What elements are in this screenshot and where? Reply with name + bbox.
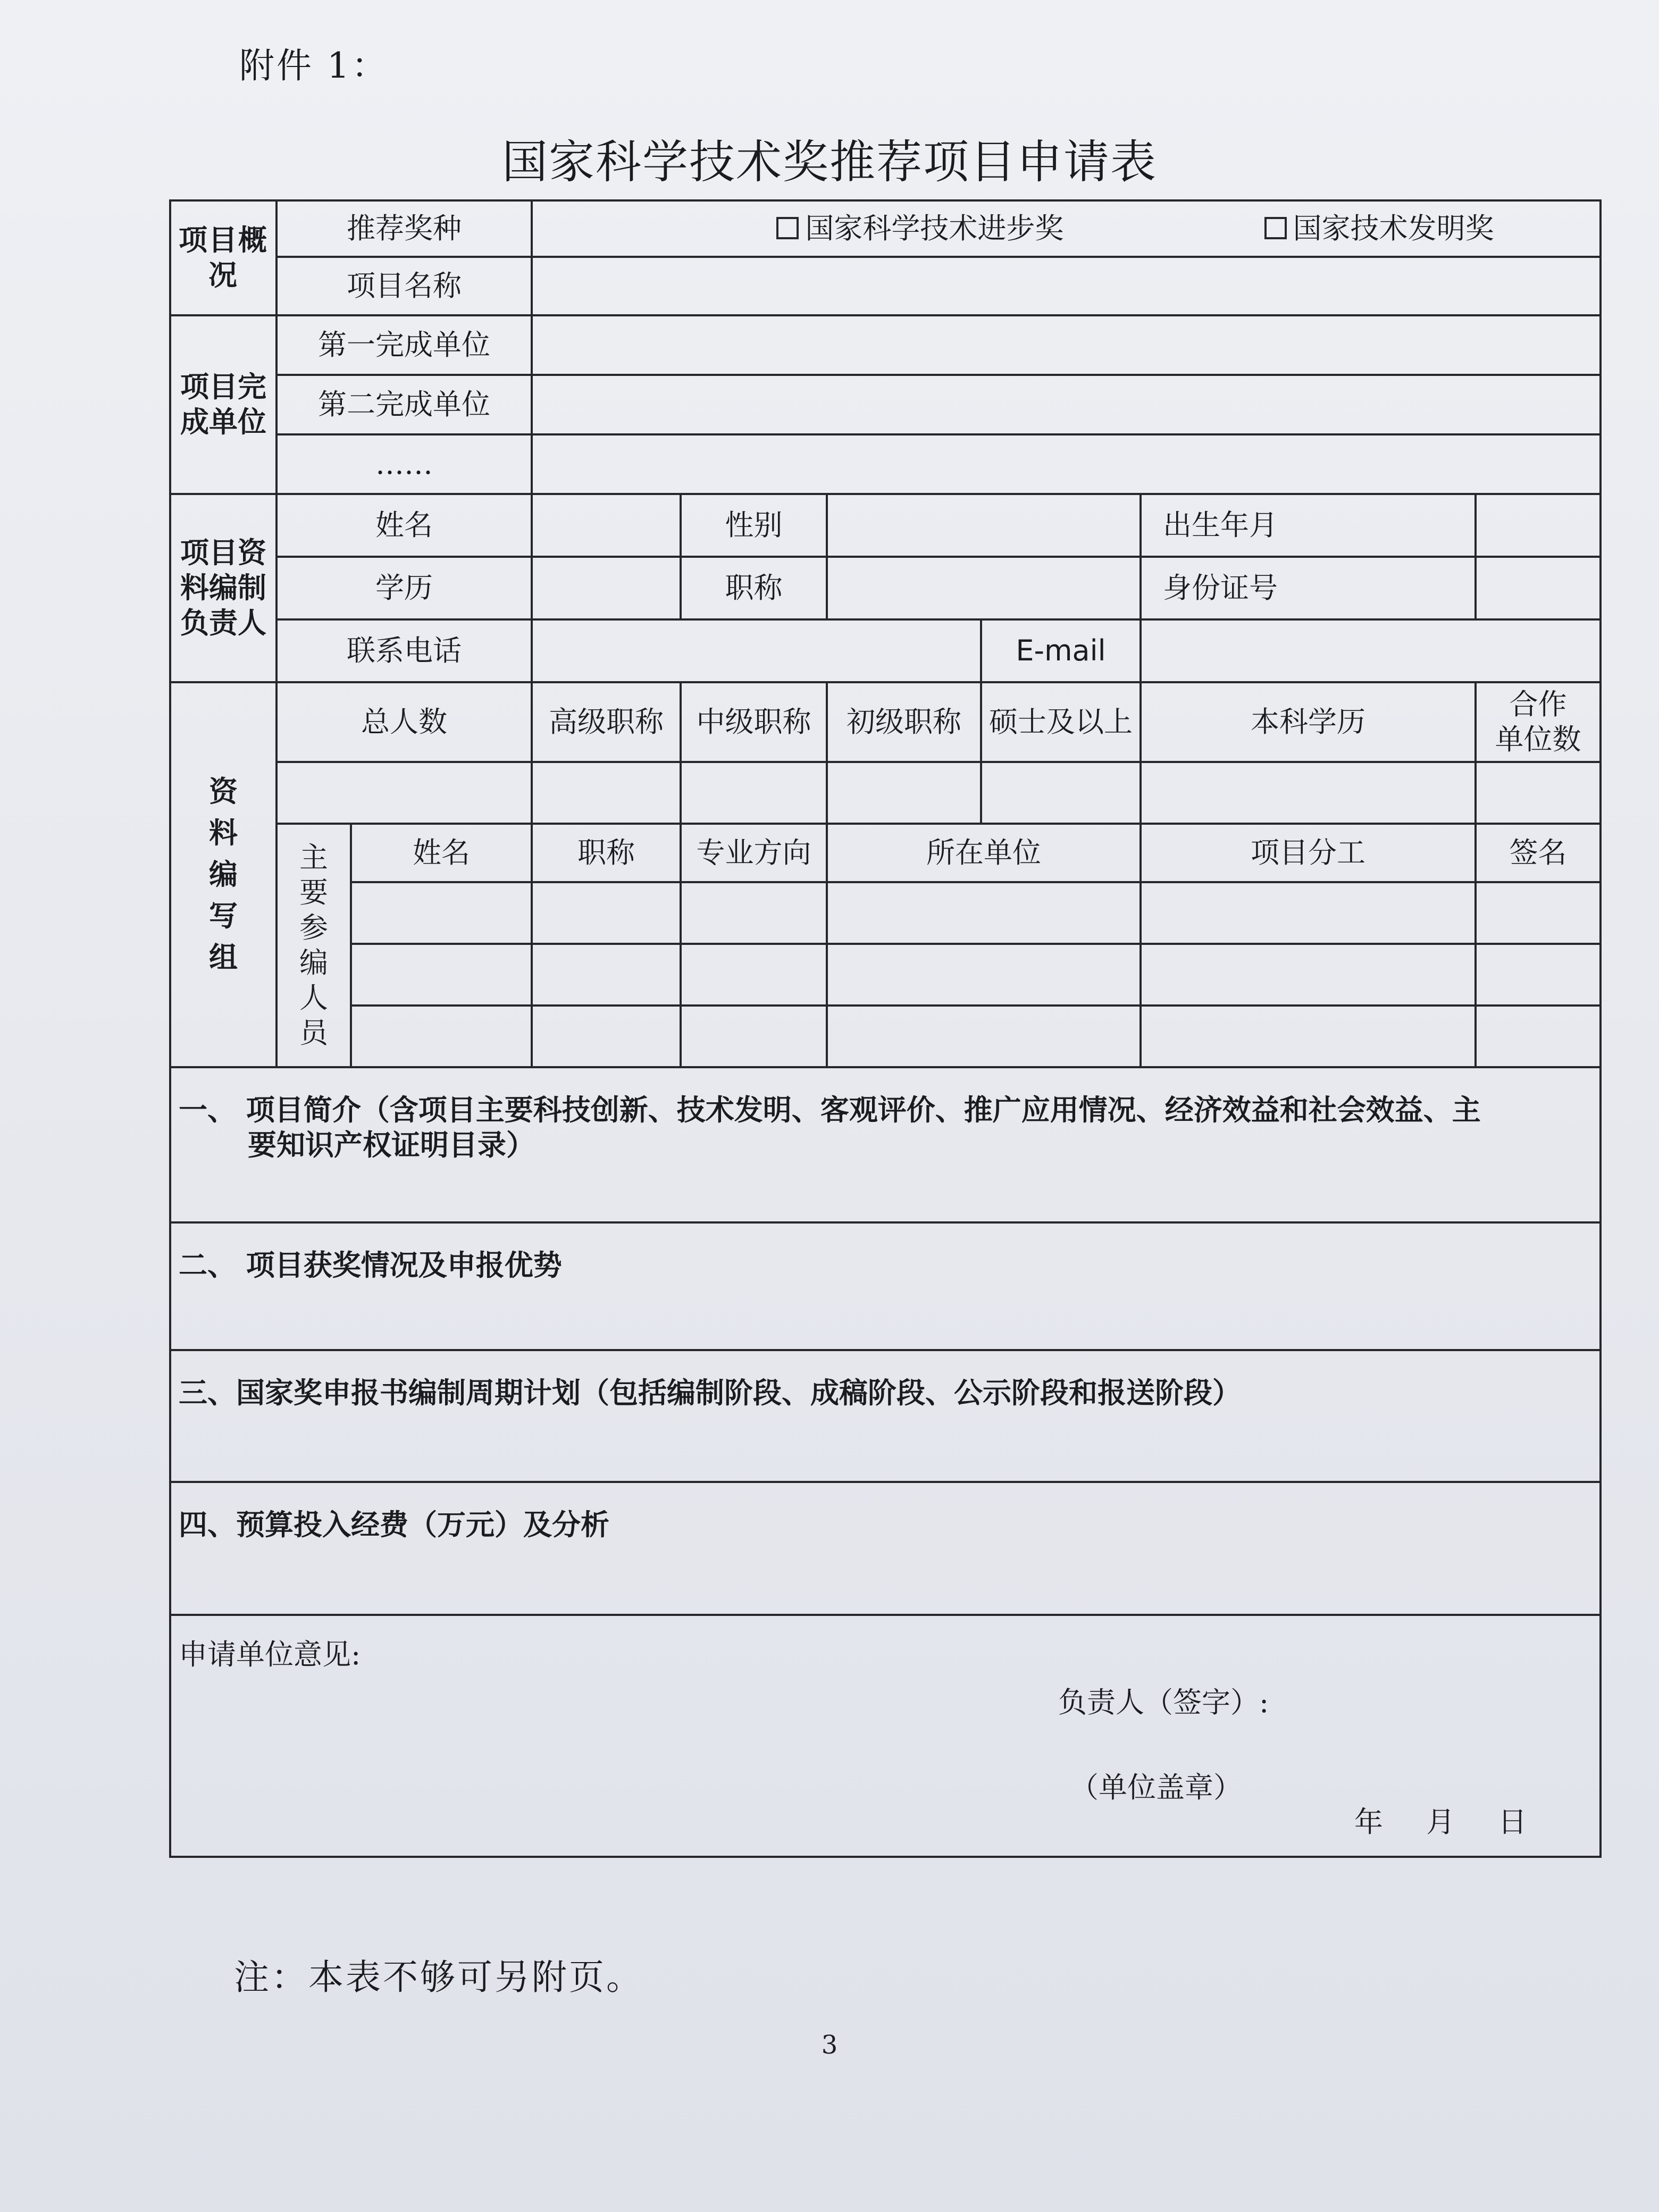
member-major-cell[interactable]	[681, 944, 827, 1006]
member-title-cell[interactable]	[532, 882, 681, 944]
member-sign-cell[interactable]	[1476, 944, 1601, 1006]
leader-birth-label: 出生年月	[1141, 494, 1476, 557]
attachment-label: 附件 1：	[239, 45, 389, 86]
member-title-cell[interactable]	[532, 944, 681, 1006]
section-schedule[interactable]: 三、国家奖申报书编制周期计划（包括编制阶段、成稿阶段、公示阶段和报送阶段）	[170, 1350, 1601, 1482]
table-row	[170, 1006, 1601, 1067]
team-junior-field[interactable]	[827, 762, 981, 824]
team-coop-label: 合作 单位数	[1476, 682, 1601, 762]
member-role-cell[interactable]	[1141, 1006, 1476, 1067]
second-unit-field[interactable]	[532, 375, 1601, 434]
group-overview-label: 项目概况	[170, 200, 276, 315]
col-name-header: 姓名	[351, 824, 532, 882]
table-row	[170, 882, 1601, 944]
member-name-cell[interactable]	[351, 944, 532, 1006]
second-unit-label: 第二完成单位	[276, 375, 532, 434]
leader-education-field[interactable]	[532, 557, 681, 619]
head-signature-label: 负责人（签字）:	[1058, 1686, 1269, 1719]
leader-name-label: 姓名	[276, 494, 532, 557]
checkbox-icon[interactable]	[1264, 217, 1287, 239]
section-project-summary[interactable]: 一、 项目简介（含项目主要科技创新、技术发明、客观评价、推广应用情况、经济效益和社会效益、主 要知识产权证明目录）	[170, 1067, 1601, 1222]
date-label: 年 月 日	[1354, 1805, 1528, 1839]
member-major-cell[interactable]	[681, 1006, 827, 1067]
team-total-label: 总人数	[276, 682, 532, 762]
member-name-cell[interactable]	[351, 882, 532, 944]
more-units-label: ……	[276, 434, 532, 494]
col-unit-header: 所在单位	[827, 824, 1141, 882]
option-progress-award[interactable]: 国家科学技术进步奖	[776, 212, 1063, 245]
opinion-label: 申请单位意见:	[179, 1638, 361, 1671]
leader-gender-label: 性别	[681, 494, 827, 557]
group-units-label: 项目完成单位	[170, 315, 276, 494]
option-invention-award[interactable]: 国家技术发明奖	[1264, 212, 1494, 245]
first-unit-field[interactable]	[532, 315, 1601, 375]
leader-phone-label: 联系电话	[276, 619, 532, 682]
award-type-label: 推荐奖种	[276, 200, 532, 257]
project-name-label: 项目名称	[276, 257, 532, 315]
team-master-label: 硕士及以上	[981, 682, 1141, 762]
col-title-header: 职称	[532, 824, 681, 882]
leader-id-field[interactable]	[1476, 557, 1601, 619]
member-unit-cell[interactable]	[827, 1006, 1141, 1067]
col-major-header: 专业方向	[681, 824, 827, 882]
team-total-field[interactable]	[276, 762, 532, 824]
col-role-header: 项目分工	[1141, 824, 1476, 882]
leader-birth-field[interactable]	[1476, 494, 1601, 557]
team-senior-field[interactable]	[532, 762, 681, 824]
more-units-field[interactable]	[532, 434, 1601, 494]
col-sign-header: 签名	[1476, 824, 1601, 882]
section-budget[interactable]: 四、预算投入经费（万元）及分析	[170, 1482, 1601, 1615]
team-senior-label: 高级职称	[532, 682, 681, 762]
leader-title-field[interactable]	[827, 557, 1141, 619]
team-master-field[interactable]	[981, 762, 1141, 824]
team-coop-field[interactable]	[1476, 762, 1601, 824]
checkbox-icon[interactable]	[776, 217, 799, 239]
unit-seal-label: （单位盖章）	[1070, 1771, 1242, 1804]
leader-gender-field[interactable]	[827, 494, 1141, 557]
leader-email-label: E-mail	[981, 619, 1141, 682]
leader-title-label: 职称	[681, 557, 827, 619]
member-major-cell[interactable]	[681, 882, 827, 944]
group-team-label: 资料编写组	[170, 682, 276, 1067]
member-unit-cell[interactable]	[827, 882, 1141, 944]
team-middle-field[interactable]	[681, 762, 827, 824]
team-middle-label: 中级职称	[681, 682, 827, 762]
application-form	[169, 199, 1602, 1858]
leader-name-field[interactable]	[532, 494, 681, 557]
page-number: 3	[821, 2030, 838, 2060]
table-row	[170, 944, 1601, 1006]
leader-education-label: 学历	[276, 557, 532, 619]
project-name-field[interactable]	[532, 257, 1601, 315]
form-title: 国家科学技术奖推荐项目申请表	[502, 136, 1157, 189]
members-label: 主要参编人员	[276, 824, 351, 1067]
member-role-cell[interactable]	[1141, 944, 1476, 1006]
team-bachelor-field[interactable]	[1141, 762, 1476, 824]
first-unit-label: 第一完成单位	[276, 315, 532, 375]
member-sign-cell[interactable]	[1476, 882, 1601, 944]
member-sign-cell[interactable]	[1476, 1006, 1601, 1067]
applicant-opinion-section[interactable]	[170, 1615, 1601, 1857]
member-role-cell[interactable]	[1141, 882, 1476, 944]
section-awards[interactable]: 二、 项目获奖情况及申报优势	[170, 1222, 1601, 1350]
award-type-options	[532, 200, 1601, 257]
team-bachelor-label: 本科学历	[1141, 682, 1476, 762]
member-unit-cell[interactable]	[827, 944, 1141, 1006]
member-title-cell[interactable]	[532, 1006, 681, 1067]
team-junior-label: 初级职称	[827, 682, 981, 762]
leader-id-label: 身份证号	[1141, 557, 1476, 619]
leader-email-field[interactable]	[1141, 619, 1601, 682]
footnote: 注：本表不够可另附页。	[234, 1957, 643, 1998]
leader-phone-field[interactable]	[532, 619, 981, 682]
member-name-cell[interactable]	[351, 1006, 532, 1067]
group-leader-label: 项目资料编制负责人	[170, 494, 276, 682]
